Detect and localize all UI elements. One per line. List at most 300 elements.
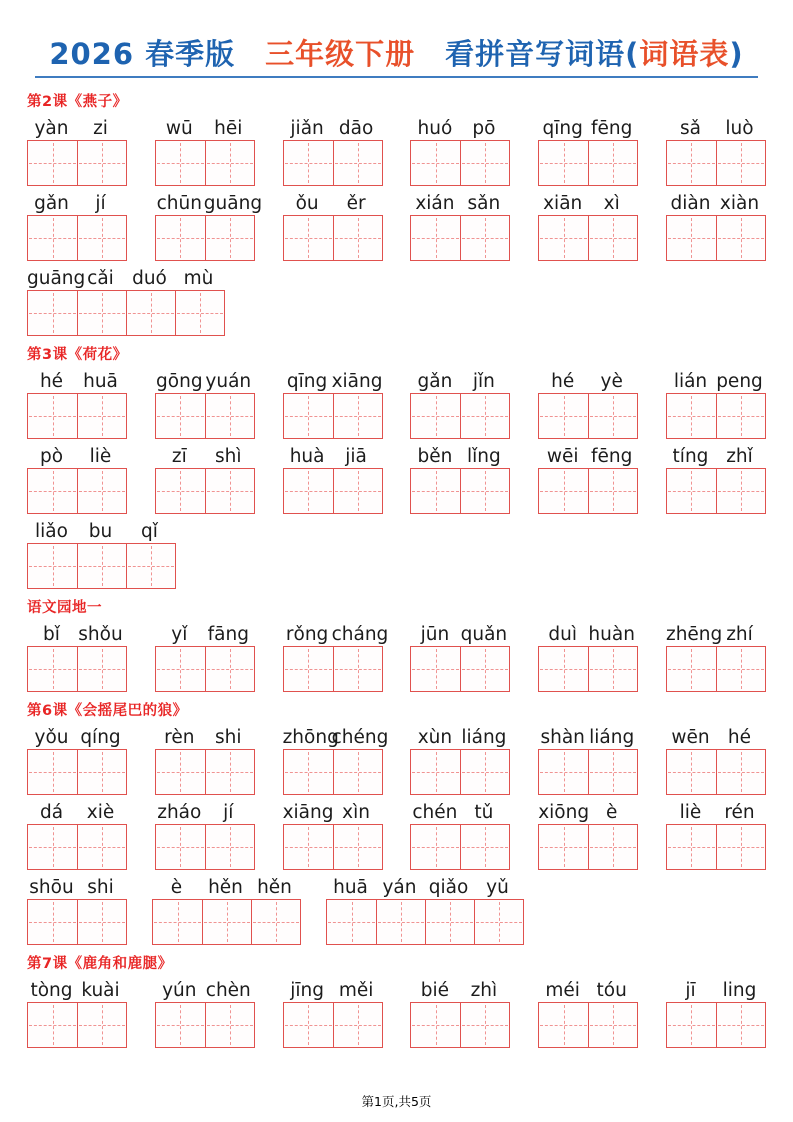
word-group — [666, 442, 766, 514]
pinyin-row — [283, 976, 383, 1001]
grid-box — [538, 140, 638, 186]
grid-cell — [77, 394, 126, 438]
word-group — [283, 189, 383, 261]
grid-cell — [77, 1003, 126, 1047]
pinyin-syllable: liǎo — [35, 521, 68, 542]
grid-box — [666, 1002, 766, 1048]
grid-box — [283, 393, 383, 439]
grid-cell — [333, 1003, 382, 1047]
grid-cell — [327, 900, 376, 944]
word-group — [155, 798, 255, 870]
pinyin-syllable: liáng — [461, 727, 507, 748]
pinyin-syllable: xiāng — [331, 371, 383, 392]
grid-box — [410, 646, 510, 692]
pinyin-syllable: duì — [548, 624, 577, 645]
grid-cell — [333, 469, 382, 513]
grid-box — [410, 749, 510, 795]
grid-cell — [539, 394, 588, 438]
pinyin-syllable: zhēng — [665, 624, 723, 645]
pinyin-syllable: luò — [725, 118, 754, 139]
section-heading: 第2课《燕子》 — [27, 94, 128, 111]
pinyin-syllable: lǐng — [467, 446, 501, 467]
grid-box — [155, 824, 255, 870]
grid-cell — [716, 216, 765, 260]
pinyin-syllable: wēn — [671, 727, 710, 748]
grid-box — [666, 824, 766, 870]
grid-box — [283, 468, 383, 514]
section-heading: 第6课《会摇尾巴的狼》 — [27, 703, 188, 720]
pinyin-syllable: tóu — [596, 980, 627, 1001]
pinyin-syllable: tòng — [30, 980, 73, 1001]
pinyin-syllable: yán — [382, 877, 417, 898]
grid-box — [155, 215, 255, 261]
grid-box — [666, 749, 766, 795]
grid-box — [666, 646, 766, 692]
grid-box — [538, 749, 638, 795]
pinyin-syllable: pò — [39, 446, 64, 467]
pinyin-syllable: chèn — [205, 980, 251, 1001]
grid-box — [155, 140, 255, 186]
word-group — [538, 798, 638, 870]
grid-cell — [539, 825, 588, 869]
pinyin-syllable: zī — [171, 446, 187, 467]
grid-cell — [284, 394, 333, 438]
section — [27, 90, 766, 336]
grid-box — [27, 899, 127, 945]
grid-cell — [77, 647, 126, 691]
pinyin-syllable: cǎi — [87, 268, 114, 289]
section — [27, 699, 766, 945]
grid-cell — [205, 1003, 254, 1047]
grid-box — [27, 468, 127, 514]
pinyin-syllable: guāng — [203, 193, 263, 214]
word-group — [27, 620, 127, 692]
pinyin-row — [538, 798, 638, 823]
pinyin-syllable: gǎn — [34, 193, 69, 214]
word-group — [155, 114, 255, 186]
word-row — [27, 798, 766, 870]
pinyin-syllable: pō — [472, 118, 496, 139]
grid-cell — [205, 647, 254, 691]
pinyin-syllable: liè — [679, 802, 702, 823]
pinyin-row — [155, 189, 263, 214]
pinyin-row — [326, 873, 524, 898]
grid-cell — [411, 1003, 460, 1047]
pinyin-syllable: qíng — [80, 727, 121, 748]
word-group — [538, 723, 638, 795]
grid-cell — [460, 825, 509, 869]
pinyin-syllable: liè — [89, 446, 112, 467]
pinyin-syllable: huā — [83, 371, 118, 392]
grid-box — [155, 468, 255, 514]
grid-cell — [667, 1003, 716, 1047]
word-group — [283, 367, 383, 439]
grid-cell — [588, 469, 637, 513]
pinyin-row — [155, 114, 255, 139]
pinyin-syllable: sǎn — [467, 193, 501, 214]
word-group — [27, 873, 127, 945]
grid-cell — [460, 750, 509, 794]
pinyin-row — [410, 798, 510, 823]
pinyin-syllable: yǒu — [34, 727, 69, 748]
pinyin-row — [155, 723, 255, 748]
word-group — [27, 723, 127, 795]
grid-cell — [28, 750, 77, 794]
grid-cell — [205, 750, 254, 794]
title-segment: ) — [729, 37, 744, 71]
pinyin-row — [666, 189, 766, 214]
grid-box — [27, 140, 127, 186]
grid-cell — [588, 1003, 637, 1047]
pinyin-syllable: è — [170, 877, 183, 898]
pinyin-syllable: xiāng — [282, 802, 334, 823]
pinyin-syllable: ling — [722, 980, 757, 1001]
grid-cell — [77, 216, 126, 260]
word-group — [666, 189, 766, 261]
pinyin-row — [666, 798, 766, 823]
grid-cell — [460, 394, 509, 438]
grid-cell — [667, 469, 716, 513]
grid-cell — [28, 1003, 77, 1047]
grid-cell — [126, 544, 175, 588]
pinyin-row — [155, 976, 255, 1001]
pinyin-row — [155, 798, 255, 823]
word-group — [326, 873, 524, 945]
grid-cell — [205, 469, 254, 513]
pinyin-row — [27, 620, 127, 645]
grid-box — [27, 1002, 127, 1048]
word-group — [282, 723, 389, 795]
grid-box — [410, 1002, 510, 1048]
grid-cell — [588, 647, 637, 691]
grid-box — [538, 646, 638, 692]
grid-cell — [411, 825, 460, 869]
pinyin-row — [666, 723, 766, 748]
pinyin-syllable: qǐ — [141, 521, 158, 542]
grid-cell — [205, 825, 254, 869]
pinyin-syllable: rèn — [164, 727, 195, 748]
pinyin-row — [410, 620, 510, 645]
pinyin-row — [283, 620, 389, 645]
grid-cell — [460, 1003, 509, 1047]
pinyin-row — [538, 723, 638, 748]
grid-cell — [411, 750, 460, 794]
pinyin-syllable: huà — [289, 446, 325, 467]
pinyin-syllable: tǔ — [474, 802, 494, 823]
grid-box — [152, 899, 301, 945]
word-group — [27, 442, 127, 514]
pinyin-row — [410, 442, 510, 467]
grid-cell — [716, 750, 765, 794]
grid-cell — [202, 900, 251, 944]
grid-cell — [539, 750, 588, 794]
pinyin-syllable: xiàn — [719, 193, 760, 214]
page-title — [27, 38, 766, 71]
pinyin-row — [27, 723, 127, 748]
grid-cell — [156, 216, 205, 260]
grid-cell — [156, 1003, 205, 1047]
grid-cell — [460, 469, 509, 513]
title-segment: 词语表 — [639, 37, 730, 71]
grid-cell — [333, 394, 382, 438]
pinyin-row — [410, 723, 510, 748]
grid-cell — [539, 647, 588, 691]
pinyin-syllable: méi — [545, 980, 580, 1001]
grid-box — [283, 749, 383, 795]
pinyin-syllable: bu — [88, 521, 113, 542]
pinyin-row — [27, 976, 127, 1001]
pinyin-syllable: xùn — [417, 727, 453, 748]
pinyin-syllable: hěn — [208, 877, 243, 898]
grid-cell — [77, 900, 126, 944]
grid-cell — [284, 647, 333, 691]
pinyin-syllable: yún — [162, 980, 197, 1001]
word-row — [27, 723, 766, 795]
grid-cell — [716, 647, 765, 691]
grid-box — [538, 1002, 638, 1048]
grid-cell — [588, 394, 637, 438]
sections-container — [27, 90, 766, 1048]
grid-cell — [667, 394, 716, 438]
grid-box — [283, 1002, 383, 1048]
pinyin-syllable: jīng — [290, 980, 324, 1001]
grid-cell — [77, 750, 126, 794]
grid-cell — [333, 216, 382, 260]
word-group — [155, 723, 255, 795]
grid-cell — [376, 900, 425, 944]
word-group — [152, 873, 301, 945]
grid-cell — [667, 216, 716, 260]
word-group — [410, 620, 510, 692]
word-group — [155, 367, 255, 439]
grid-box — [27, 543, 176, 589]
grid-box — [283, 646, 383, 692]
word-group — [538, 189, 638, 261]
word-row — [27, 367, 766, 439]
pinyin-syllable: gǎn — [417, 371, 453, 392]
pinyin-row — [283, 442, 383, 467]
pinyin-syllable: quǎn — [460, 624, 508, 645]
pinyin-syllable: ǒu — [295, 193, 319, 214]
pinyin-row — [27, 517, 176, 542]
pinyin-syllable: lián — [673, 371, 708, 392]
pinyin-syllable: xì — [603, 193, 620, 214]
grid-cell — [284, 141, 333, 185]
grid-box — [410, 393, 510, 439]
grid-cell — [28, 394, 77, 438]
pinyin-syllable: yuán — [205, 371, 252, 392]
pinyin-row — [27, 798, 127, 823]
word-group — [666, 976, 766, 1048]
grid-box — [27, 749, 127, 795]
pinyin-syllable: bǐ — [43, 624, 60, 645]
title-segment: 看拼音写词语( — [415, 37, 640, 71]
pinyin-syllable: tíng — [672, 446, 709, 467]
pinyin-row — [538, 189, 638, 214]
grid-cell — [333, 141, 382, 185]
word-group — [538, 976, 638, 1048]
grid-cell — [28, 647, 77, 691]
section — [27, 343, 766, 589]
grid-cell — [411, 647, 460, 691]
pinyin-syllable: kuài — [81, 980, 120, 1001]
word-group — [283, 620, 389, 692]
grid-box — [410, 824, 510, 870]
grid-cell — [28, 544, 77, 588]
pinyin-row — [27, 189, 127, 214]
grid-cell — [716, 1003, 765, 1047]
pinyin-row — [155, 620, 255, 645]
word-group — [27, 976, 127, 1048]
grid-cell — [333, 647, 382, 691]
pinyin-row — [27, 367, 127, 392]
title-underline — [35, 76, 758, 78]
pinyin-syllable: xìn — [342, 802, 370, 823]
word-row — [27, 189, 766, 261]
word-group — [155, 189, 263, 261]
word-group — [410, 367, 510, 439]
pinyin-syllable: wēi — [546, 446, 579, 467]
grid-box — [283, 140, 383, 186]
grid-cell — [539, 141, 588, 185]
word-group — [155, 620, 255, 692]
grid-box — [538, 215, 638, 261]
grid-box — [283, 215, 383, 261]
pinyin-syllable: qīng — [286, 371, 328, 392]
word-group — [410, 976, 510, 1048]
grid-box — [538, 824, 638, 870]
word-group — [27, 189, 127, 261]
grid-cell — [28, 469, 77, 513]
grid-cell — [77, 291, 126, 335]
pinyin-syllable: sǎ — [679, 118, 701, 139]
grid-cell — [156, 469, 205, 513]
pinyin-syllable: xiōng — [538, 802, 590, 823]
grid-cell — [539, 216, 588, 260]
pinyin-row — [155, 367, 255, 392]
pinyin-row — [666, 114, 766, 139]
pinyin-row — [666, 620, 766, 645]
pinyin-syllable: zhōng — [282, 727, 339, 748]
pinyin-syllable: shōu — [29, 877, 74, 898]
pinyin-syllable: è — [605, 802, 618, 823]
pinyin-row — [666, 367, 766, 392]
grid-box — [666, 468, 766, 514]
grid-cell — [77, 141, 126, 185]
grid-box — [538, 468, 638, 514]
pinyin-syllable: jūn — [420, 624, 450, 645]
grid-box — [27, 393, 127, 439]
grid-cell — [667, 825, 716, 869]
pinyin-row — [283, 798, 383, 823]
pinyin-row — [27, 114, 127, 139]
pinyin-syllable: jiǎn — [290, 118, 324, 139]
pinyin-syllable: cháng — [331, 624, 389, 645]
grid-box — [155, 1002, 255, 1048]
grid-box — [538, 393, 638, 439]
grid-box — [155, 646, 255, 692]
grid-box — [666, 393, 766, 439]
grid-cell — [588, 216, 637, 260]
title-segment: 2026 春季版 — [49, 37, 236, 71]
pinyin-syllable: qīng — [542, 118, 583, 139]
grid-cell — [539, 469, 588, 513]
pinyin-syllable: zhǐ — [726, 446, 753, 467]
grid-cell — [411, 216, 460, 260]
pinyin-row — [538, 442, 638, 467]
grid-cell — [28, 141, 77, 185]
pinyin-syllable: hé — [39, 371, 64, 392]
word-group — [410, 442, 510, 514]
pinyin-syllable: fēng — [591, 446, 633, 467]
word-group — [283, 976, 383, 1048]
grid-cell — [284, 825, 333, 869]
grid-cell — [474, 900, 523, 944]
word-group — [410, 798, 510, 870]
pinyin-row — [538, 114, 638, 139]
section — [27, 596, 766, 692]
grid-cell — [205, 394, 254, 438]
pinyin-syllable: yè — [600, 371, 623, 392]
pinyin-syllable: chén — [412, 802, 458, 823]
pinyin-row — [283, 114, 383, 139]
word-row — [27, 264, 766, 336]
pinyin-syllable: shi — [87, 877, 114, 898]
grid-cell — [460, 216, 509, 260]
grid-box — [410, 140, 510, 186]
pinyin-syllable: fāng — [207, 624, 249, 645]
pinyin-syllable: wū — [165, 118, 193, 139]
pinyin-syllable: zhí — [726, 624, 753, 645]
grid-cell — [460, 647, 509, 691]
pinyin-syllable: diàn — [670, 193, 711, 214]
pinyin-syllable: zhì — [470, 980, 498, 1001]
pinyin-row — [27, 442, 127, 467]
word-group — [155, 442, 255, 514]
grid-box — [326, 899, 524, 945]
pinyin-syllable: yǔ — [486, 877, 509, 898]
pinyin-row — [410, 114, 510, 139]
grid-cell — [588, 825, 637, 869]
section-heading: 语文园地一 — [27, 600, 102, 617]
grid-cell — [425, 900, 474, 944]
pinyin-syllable: xiān — [543, 193, 583, 214]
grid-box — [27, 290, 225, 336]
pinyin-syllable: zháo — [157, 802, 202, 823]
grid-cell — [156, 394, 205, 438]
grid-cell — [667, 750, 716, 794]
grid-box — [666, 140, 766, 186]
grid-cell — [153, 900, 202, 944]
pinyin-syllable: jī — [685, 980, 696, 1001]
grid-cell — [333, 750, 382, 794]
pinyin-syllable: liáng — [589, 727, 635, 748]
pinyin-row — [538, 367, 638, 392]
word-row — [27, 114, 766, 186]
grid-cell — [716, 141, 765, 185]
grid-cell — [716, 469, 765, 513]
word-group — [27, 264, 225, 336]
word-group — [666, 367, 766, 439]
grid-cell — [156, 141, 205, 185]
section-heading: 第7课《鹿角和鹿腿》 — [27, 956, 173, 973]
pinyin-row — [155, 442, 255, 467]
pinyin-syllable: dá — [39, 802, 64, 823]
word-row — [27, 620, 766, 692]
grid-cell — [588, 750, 637, 794]
pinyin-syllable: jǐn — [472, 371, 495, 392]
pinyin-syllable: chūn — [156, 193, 202, 214]
